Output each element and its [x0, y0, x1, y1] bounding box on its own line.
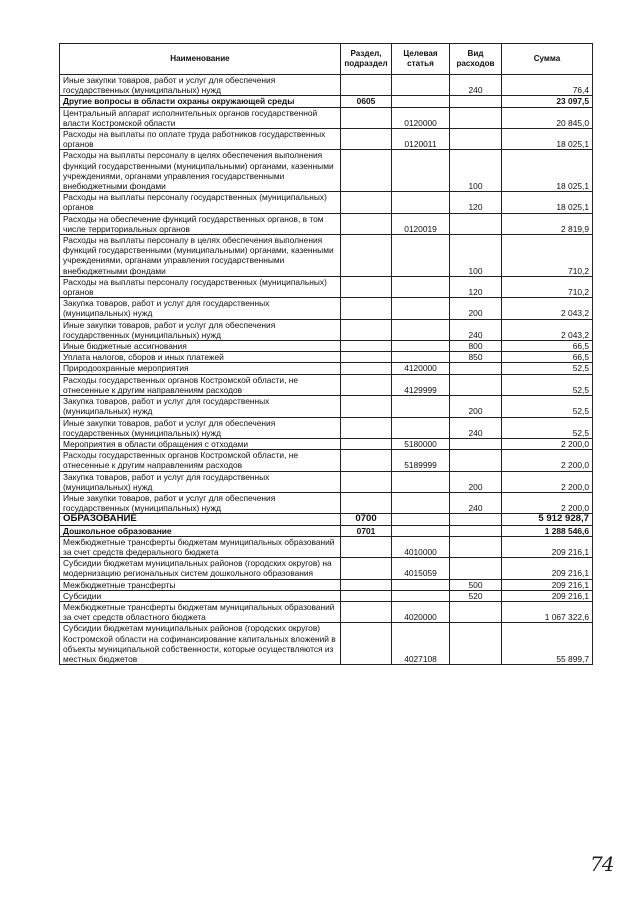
cell-section [341, 213, 392, 234]
cell-sum: 1 067 322,6 [502, 601, 593, 622]
cell-target [392, 514, 450, 525]
table-row [60, 298, 593, 319]
cell-name: ОБРАЗОВАНИЕ [60, 514, 341, 525]
cell-name: Иные бюджетные ассигнования [60, 341, 341, 352]
table-row [60, 276, 593, 297]
cell-sum: 710,2 [502, 276, 593, 297]
cell-name: Иные закупки товаров, работ и услуг для обеспечения государственных (муниципальных) нужд [60, 492, 341, 513]
cell-sum: 76,4 [502, 75, 593, 96]
header-type: Вид расходов [450, 44, 502, 75]
table-row [60, 623, 593, 665]
cell-name: Субсидии бюджетам муниципальных районов (городских округов) Костромской области на софинансирование капитальных вложений в объекты муниципальной собственности, которые осуществляются из местных бюджетов [60, 623, 341, 665]
cell-target: 0120000 [392, 107, 450, 128]
cell-sum: 52,5 [502, 374, 593, 395]
cell-target: 4129999 [392, 374, 450, 395]
cell-target: 4015059 [392, 558, 450, 579]
cell-section: 0701 [341, 525, 392, 536]
cell-section: 0700 [341, 514, 392, 525]
cell-name: Центральный аппарат исполнительных органов государственной власти Костромской области [60, 107, 341, 128]
cell-section [341, 107, 392, 128]
cell-type [450, 525, 502, 536]
cell-name: Закупка товаров, работ и услуг для государственных (муниципальных) нужд [60, 298, 341, 319]
cell-sum: 710,2 [502, 235, 593, 277]
cell-sum: 18 025,1 [502, 129, 593, 150]
table-row [60, 492, 593, 513]
cell-sum: 209 216,1 [502, 590, 593, 601]
cell-sum: 2 200,0 [502, 492, 593, 513]
table-row [60, 471, 593, 492]
cell-sum: 52,5 [502, 417, 593, 438]
cell-name: Расходы на выплаты персоналу государственных (муниципальных) органов [60, 276, 341, 297]
cell-target [392, 96, 450, 107]
cell-type: 520 [450, 590, 502, 601]
table-row [60, 396, 593, 417]
cell-sum: 52,5 [502, 396, 593, 417]
cell-type: 200 [450, 396, 502, 417]
cell-target [392, 192, 450, 213]
cell-sum: 5 912 928,7 [502, 514, 593, 525]
cell-sum: 55 899,7 [502, 623, 593, 665]
cell-target [392, 417, 450, 438]
table-row [60, 558, 593, 579]
cell-name: Природоохранные мероприятия [60, 363, 341, 374]
cell-target: 0120011 [392, 129, 450, 150]
cell-target [392, 319, 450, 340]
cell-sum: 2 200,0 [502, 471, 593, 492]
cell-name: Расходы на выплаты персоналу государственных (муниципальных) органов [60, 192, 341, 213]
cell-target [392, 276, 450, 297]
cell-name: Другие вопросы в области охраны окружающей среды [60, 96, 341, 107]
table-row [60, 352, 593, 363]
cell-type [450, 363, 502, 374]
cell-target [392, 341, 450, 352]
table-row [60, 417, 593, 438]
cell-name: Уплата налогов, сборов и иных платежей [60, 352, 341, 363]
cell-name: Иные закупки товаров, работ и услуг для обеспечения государственных (муниципальных) нужд [60, 417, 341, 438]
cell-name: Иные закупки товаров, работ и услуг для обеспечения государственных (муниципальных) нужд [60, 319, 341, 340]
cell-type: 800 [450, 341, 502, 352]
cell-sum: 18 025,1 [502, 192, 593, 213]
cell-type [450, 107, 502, 128]
cell-sum: 2 043,2 [502, 319, 593, 340]
cell-target [392, 75, 450, 96]
cell-type: 850 [450, 352, 502, 363]
cell-section [341, 235, 392, 277]
cell-sum: 23 097,5 [502, 96, 593, 107]
cell-target [392, 235, 450, 277]
cell-name: Расходы государственных органов Костромской области, не отнесенные к другим направлениям расходов [60, 450, 341, 471]
cell-type: 240 [450, 417, 502, 438]
budget-table-sheet [59, 43, 592, 665]
cell-section [341, 352, 392, 363]
table-row [60, 96, 593, 107]
table-row [60, 438, 593, 449]
table-row [60, 75, 593, 96]
cell-name: Межбюджетные трансферты бюджетам муниципальных образований за счет средств областного бюджета [60, 601, 341, 622]
cell-name: Закупка товаров, работ и услуг для государственных (муниципальных) нужд [60, 471, 341, 492]
cell-type [450, 450, 502, 471]
cell-sum: 2 200,0 [502, 450, 593, 471]
cell-target: 4027108 [392, 623, 450, 665]
header-section: Раздел, подраздел [341, 44, 392, 75]
cell-name: Расходы на обеспечение функций государственных органов, в том числе территориальных органов [60, 213, 341, 234]
cell-type: 120 [450, 276, 502, 297]
budget-table [59, 43, 593, 665]
table-row [60, 374, 593, 395]
cell-type [450, 514, 502, 525]
table-row [60, 341, 593, 352]
cell-target [392, 150, 450, 192]
table-row [60, 192, 593, 213]
table-row [60, 150, 593, 192]
cell-type [450, 601, 502, 622]
cell-name: Расходы на выплаты персоналу в целях обеспечения выполнения функций государственными (муниципальными) органами, казенными учреждениями, органами управления государственными внебюджетными фондами [60, 150, 341, 192]
cell-sum: 2 819,9 [502, 213, 593, 234]
cell-type: 240 [450, 75, 502, 96]
cell-type: 200 [450, 471, 502, 492]
cell-type [450, 623, 502, 665]
cell-target: 5189999 [392, 450, 450, 471]
cell-sum: 209 216,1 [502, 536, 593, 557]
table-row [60, 107, 593, 128]
cell-section [341, 75, 392, 96]
table-row [60, 363, 593, 374]
cell-name: Расходы на выплаты по оплате труда работников государственных органов [60, 129, 341, 150]
cell-target: 0120019 [392, 213, 450, 234]
cell-target: 4120000 [392, 363, 450, 374]
table-row [60, 235, 593, 277]
cell-section [341, 536, 392, 557]
cell-target: 5180000 [392, 438, 450, 449]
cell-type [450, 558, 502, 579]
table-row [60, 579, 593, 590]
cell-section [341, 341, 392, 352]
table-row [60, 590, 593, 601]
table-row [60, 450, 593, 471]
cell-section [341, 450, 392, 471]
cell-type [450, 96, 502, 107]
cell-target [392, 525, 450, 536]
cell-section [341, 298, 392, 319]
cell-section [341, 623, 392, 665]
table-row [60, 319, 593, 340]
cell-sum: 1 288 546,6 [502, 525, 593, 536]
table-body [60, 75, 593, 665]
header-name: Наименование [60, 44, 341, 75]
cell-sum: 2 200,0 [502, 438, 593, 449]
table-row [60, 536, 593, 557]
cell-target [392, 298, 450, 319]
cell-section [341, 579, 392, 590]
cell-name: Мероприятия в области обращения с отходами [60, 438, 341, 449]
cell-target [392, 492, 450, 513]
cell-target [392, 579, 450, 590]
cell-sum: 209 216,1 [502, 579, 593, 590]
cell-sum: 52,5 [502, 363, 593, 374]
cell-section [341, 601, 392, 622]
table-row [60, 601, 593, 622]
cell-type: 100 [450, 235, 502, 277]
cell-section [341, 129, 392, 150]
cell-type [450, 438, 502, 449]
cell-target [392, 352, 450, 363]
cell-sum: 2 043,2 [502, 298, 593, 319]
cell-name: Закупка товаров, работ и услуг для государственных (муниципальных) нужд [60, 396, 341, 417]
cell-name: Межбюджетные трансферты [60, 579, 341, 590]
cell-name: Межбюджетные трансферты бюджетам муниципальных образований за счет средств федерального бюджета [60, 536, 341, 557]
cell-section [341, 492, 392, 513]
cell-section [341, 363, 392, 374]
cell-target: 4010000 [392, 536, 450, 557]
table-row [60, 514, 593, 525]
cell-section [341, 150, 392, 192]
cell-section [341, 438, 392, 449]
cell-name: Иные закупки товаров, работ и услуг для обеспечения государственных (муниципальных) нужд [60, 75, 341, 96]
cell-type [450, 213, 502, 234]
cell-type [450, 129, 502, 150]
cell-type: 240 [450, 319, 502, 340]
cell-section [341, 276, 392, 297]
cell-section [341, 319, 392, 340]
cell-type: 500 [450, 579, 502, 590]
cell-type: 120 [450, 192, 502, 213]
cell-type [450, 536, 502, 557]
cell-section [341, 374, 392, 395]
cell-type [450, 374, 502, 395]
cell-section [341, 396, 392, 417]
cell-sum: 209 216,1 [502, 558, 593, 579]
cell-section [341, 192, 392, 213]
cell-target [392, 471, 450, 492]
cell-target [392, 396, 450, 417]
cell-section: 0605 [341, 96, 392, 107]
cell-section [341, 471, 392, 492]
cell-sum: 66,5 [502, 341, 593, 352]
cell-name: Расходы государственных органов Костромской области, не отнесенные к другим направлениям расходов [60, 374, 341, 395]
page-number: 74 [590, 852, 614, 876]
cell-name: Субсидии бюджетам муниципальных районов (городских округов) на модернизацию региональных систем дошкольного образования [60, 558, 341, 579]
cell-name: Субсидии [60, 590, 341, 601]
cell-sum: 18 025,1 [502, 150, 593, 192]
cell-section [341, 590, 392, 601]
header-target: Целевая статья [392, 44, 450, 75]
cell-name: Расходы на выплаты персоналу в целях обеспечения выполнения функций государственными (муниципальными) органами, казенными учреждениями, органами управления государственными внебюджетными фондами [60, 235, 341, 277]
header-sum: Сумма [502, 44, 593, 75]
cell-target [392, 590, 450, 601]
table-row [60, 129, 593, 150]
cell-type: 240 [450, 492, 502, 513]
cell-sum: 66,5 [502, 352, 593, 363]
cell-type: 200 [450, 298, 502, 319]
cell-section [341, 417, 392, 438]
table-row [60, 525, 593, 536]
table-row [60, 213, 593, 234]
cell-section [341, 558, 392, 579]
cell-name: Дошкольное образование [60, 525, 341, 536]
table-header-row [60, 44, 593, 75]
cell-sum: 20 845,0 [502, 107, 593, 128]
cell-target: 4020000 [392, 601, 450, 622]
cell-type: 100 [450, 150, 502, 192]
